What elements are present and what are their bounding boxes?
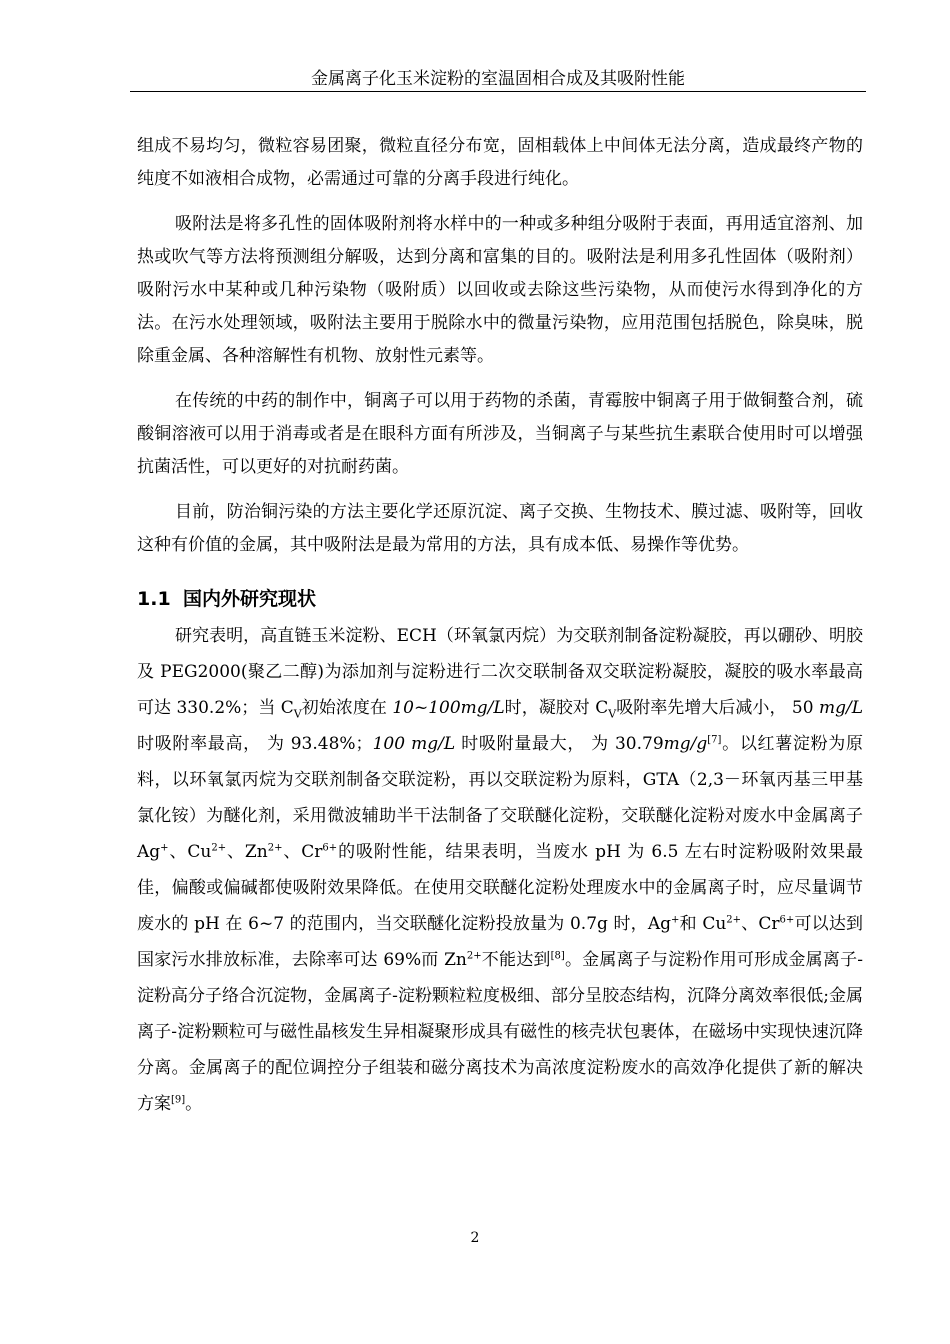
section-title: 国内外研究现状 [183,588,317,610]
subscript: V [608,707,617,721]
paragraph-adsorption: 吸附法是将多孔性的固体吸附剂将水样中的一种或多种组分吸附于表面，再用适宜溶剂、加热或吹气等方法将预测组分解吸，达到分离和富集的目的。吸附法是利用多孔性固体（吸附剂）吸附污水中某种或几种污染物（吸附质）以回收或去除这些污染物，从而使污水得到净化的方法。在污水处理领域，吸附法主要用于脱除水中的微量污染物，应用范围包括脱色，除臭味，脱除重金属、各种溶解性有机物、放射性元素等。 [137,214,863,366]
superscript: 6+ [779,914,795,926]
text-run: 。以红薯淀粉为原料，以环氧氯丙烷为交联剂制备交联淀粉，再以交联淀粉为原料，GTA（2,3－环氧丙基三甲基氯化铵）为醚化剂，采用微波辅助半干法制备了交联醚化淀粉，交联醚化淀粉对废水中金属离子 Ag [137,734,863,862]
page-body [137,130,863,1122]
citation-7: [7] [707,734,722,746]
literature-review-paragraph [137,618,863,1122]
paragraph-copper-medicine: 在传统的中药的制作中，铜离子可以用于药物的杀菌，青霉胺中铜离子用于做铜螯合剂，硫酸铜溶液可以用于消毒或者是在眼科方面有所涉及，当铜离子与某些抗生素联合使用时可以增强抗菌活性，可以更好的对抗耐药菌。 [137,391,863,477]
superscript: + [671,914,680,926]
text-run: 时吸附量最大， 为 30.79 [455,734,664,754]
subscript: V [293,707,302,721]
text-run: 时，凝胶对 C [504,698,609,718]
text-run: 、Zn [226,842,268,862]
text-run: 时吸附率最高， 为 93.48%； [137,734,373,754]
page-number: 2 [470,1230,480,1246]
text-run: 、Cr [282,842,323,862]
text-run: 不能达到 [481,950,551,970]
superscript: 2+ [466,950,482,962]
text-run: 、Cu [168,842,212,862]
citation-9: [9] [171,1094,186,1106]
superscript: 2+ [726,914,742,926]
superscript: 2+ [267,842,283,854]
citation-8: [8] [550,950,565,962]
section-number: 1.1 [137,588,171,610]
italic-unit: mg/L [818,698,863,718]
text-run: 初始浓度在 [301,698,393,718]
italic-unit: mg/g [663,734,708,754]
text-run: 吸附率先增大后减小， 50 [616,698,819,718]
section-heading [137,584,863,614]
italic-unit: 10~100mg/L [392,698,505,718]
text-run: 、Cr [741,914,780,934]
text-run: 。 [185,1094,203,1114]
text-run: 可以达到国家污水排放标准，去除率可达 69%而 Zn [137,914,863,970]
superscript: 2+ [211,842,227,854]
paragraph-continuation: 组成不易均匀，微粒容易团聚，微粒直径分布宽，固相载体上中间体无法分离，造成最终产物的纯度不如液相合成物，必需通过可靠的分离手段进行纯化。 [137,136,863,189]
text-run: 。金属离子与淀粉作用可形成金属离子-淀粉高分子络合沉淀物，金属离子-淀粉颗粒粒度极细、部分呈胶态结构，沉降分离效率很低;金属离子-淀粉颗粒可与磁性晶核发生异相凝聚形成具有磁性的核壳状包裹体，在磁场中实现快速沉降分离。金属离子的配位调控分子组装和磁分离技术为高浓度淀粉废水的高效净化提供了新的解决方案 [137,950,864,1114]
text-run: 研究表明，高直链玉米淀粉、ECH（环氧氯丙烷）为交联剂制备淀粉凝胶，再以硼砂、明胶及 PEG2000(聚乙二醇)为添加剂与淀粉进行二次交联制备双交联淀粉凝胶，凝胶的吸水率最高可达 330.2%；当 C [137,626,863,718]
text-run: 的吸附性能，结果表明，当废水 pH 为 6.5 左右时淀粉吸附效果最佳，偏酸或偏碱都使吸附效果降低。在使用交联醚化淀粉处理废水中的金属离子时，应尽量调节废水的 pH 在 6~7 的范围内，当交联醚化淀粉投放量为 0.7g 时，Ag [137,842,864,934]
superscript: 6+ [322,842,338,854]
text-run: 和 Cu [679,914,727,934]
superscript: + [160,842,169,854]
header-rule [130,91,866,92]
italic-unit: 100 mg/L [372,734,456,754]
running-header: 金属离子化玉米淀粉的室温固相合成及其吸附性能 [311,69,685,89]
paragraph-copper-treatment: 目前，防治铜污染的方法主要化学还原沉淀、离子交换、生物技术、膜过滤、吸附等，回收这种有价值的金属，其中吸附法是最为常用的方法，具有成本低、易操作等优势。 [137,502,863,555]
